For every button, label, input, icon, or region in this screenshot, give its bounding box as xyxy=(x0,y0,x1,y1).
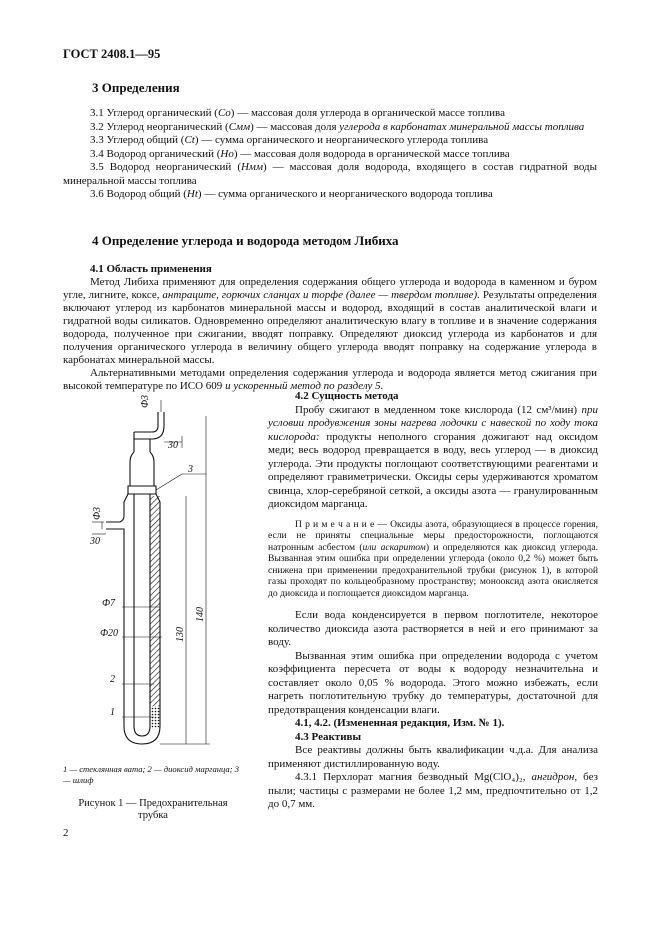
subsection-4-2-title: 4.2 Сущность метода xyxy=(295,390,399,402)
dim-d7: Ф7 xyxy=(102,598,116,609)
right-column xyxy=(268,390,598,812)
figure-legend: 1 — стеклянная вата; 2 — диоксид марганца; 3 — шлиф xyxy=(63,764,240,785)
figure-caption: Рисунок 1 — Предохранительная трубка xyxy=(78,798,228,821)
paragraph: Все реактивы должны быть квалификации ч.д.а. Для анализа применяют дистиллированную воду. xyxy=(268,744,598,770)
note: П р и м е ч а н и е — Оксиды азота, образующиеся в процессе горения, если не приняты специальные меры предосторожности, поглощаются натронным асбестом (или аскаритом) и определяются как диоксид углерода. Вызванная этим ошибка при определении углерода (около 0,2 %) может быть снижена при применении предохранительной трубки (рисунок 1), в которой газы проходят по кольцеобразному пространству; монооксид азота окисляется до диоксида и поглощается диоксидом марганца. xyxy=(268,518,598,599)
definition-item: 3.6 Водород общий (Ht) — сумма органического и неорганического водорода топлива xyxy=(90,188,493,200)
paragraph: Пробу сжигают в медленном токе кислорода (12 см³/мин) при условии продувжения зоны нагрева лодочки с навеской по ходу тока кислорода: продукты неполного сгорания дожигают над оксидом меди; весь водород превращается в воду, весь углерод — в диоксид углерода. Эти продукты поглощают соответствующими реагентами и определяют гравиметрически. Оксиды серы удерживаются хроматом свинца, хлор-серебряной сеткой, а оксиды азота — гранулированным диоксидом марганца. xyxy=(268,403,598,510)
dim-d20: Ф20 xyxy=(100,628,119,639)
definition-item: 3.1 Углерод органический (Cо) — массовая доля углерода в органической массе топлива xyxy=(90,107,505,119)
dim-30-side: 30 xyxy=(90,536,100,547)
edit-note: 4.1, 4.2. (Измененная редакция, Изм. № 1). xyxy=(295,717,505,729)
dim-30-top: 30 xyxy=(168,440,178,451)
section-4-1 xyxy=(63,263,597,393)
dim-140: 140 xyxy=(195,607,206,622)
definition-item: 3.3 Углерод общий (Ct) — сумма органического и неорганического углерода топлива xyxy=(90,134,489,146)
paragraph: Если вода конденсируется в первом поглотителе, некоторое количество диоксида азота растворяется в ней и его принимают за воду. xyxy=(268,609,598,648)
definitions-list xyxy=(63,107,597,202)
paragraph: Метод Либиха применяют для определения содержания общего углерода и водорода в каменном и буром угле, лигните, коксе, антраците, горючих сланцах и торфе (далее — твердом топливе). Результаты определения включают углерод из карбонатов минеральной массы и водород, входящий в состав аналитической влаги и гидратной воды силикатов. Одновременно определяют аналитическую влагу в топливе и в значение содержания водорода, полученное при сжигании, вводят поправку. Определяют диоксид углерода из карбонатов и для получения органического углерода в величину общего углерода вводят поправку на содержание углерода в карбонатах минеральной массы. xyxy=(63,276,597,366)
label-2: 2 xyxy=(110,674,115,685)
section-3-title: 3 Определения xyxy=(92,80,180,95)
paragraph: Вызванная этим ошибка при определении водорода с учетом коэффициента пересчета от воды к водороду незначительна и составляет около 0,05 % водорода. Этого можно избежать, если нагреть поглотительную трубку до температуры, достаточной для предотвращения конденсации влаги. xyxy=(268,649,598,716)
label-3: 3 xyxy=(188,464,193,475)
page-number: 2 xyxy=(63,827,69,839)
paragraph: Альтернативными методами определения содержания углерода и водорода является метод сжигания при высокой температуре по ИСО 609 и ускоренный метод по разделу 5. xyxy=(63,367,597,392)
manganese-dioxide-fill xyxy=(150,496,160,706)
document-code: ГОСТ 2408.1—95 xyxy=(63,47,161,61)
definition-item: 3.5 Водород неорганический (Hмм) — массовая доля водорода, входящего в состав гидратной воды минеральной массы топлива xyxy=(63,161,598,187)
figure-safety-tube xyxy=(82,392,262,760)
paragraph: 4.3.1 Перхлорат магния безводный Mg(ClO₄)₂, ангидрон, без пыли; частицы с размерами не более 1,2 мм, предпочтительно от 1,2 до 0,7 мм. xyxy=(268,771,598,810)
subsection-4-3-title: 4.3 Реактивы xyxy=(295,730,362,743)
dim-d3-side: Ф3 xyxy=(92,506,103,520)
label-1: 1 xyxy=(110,707,115,718)
subsection-4-1-title: 4.1 Область применения xyxy=(90,263,212,275)
dim-d3-top: Ф3 xyxy=(140,394,151,408)
section-4-title: 4 Определение углерода и водорода методом Либиха xyxy=(92,233,399,248)
definition-item: 3.2 Углерод неорганический (Cмм) — массовая доля углерода в карбонатах минеральной массы топлива xyxy=(90,120,585,133)
dim-130: 130 xyxy=(175,627,186,642)
definition-item: 3.4 Водород органический (Hо) — массовая доля водорода в органической массе топлива xyxy=(90,147,510,160)
